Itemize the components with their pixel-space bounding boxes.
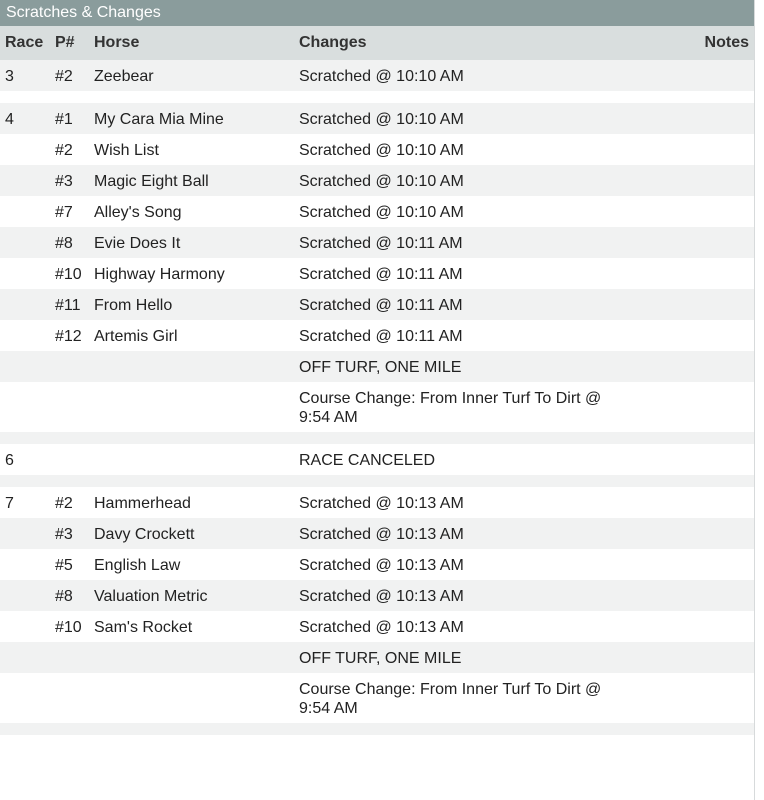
table-row [0,642,754,673]
horse-cell: Davy Crockett [89,518,294,549]
table-row [0,320,754,351]
horse-cell [89,444,294,475]
horse-cell: Highway Harmony [89,258,294,289]
change-cell: Scratched @ 10:10 AM [294,165,689,196]
horse-cell: From Hello [89,289,294,320]
race-cell [0,518,50,549]
program-number-cell: #2 [50,60,89,91]
change-cell: Scratched @ 10:11 AM [294,320,689,351]
program-number-cell [50,673,89,723]
race-cell: 3 [0,60,50,91]
race-cell [0,165,50,196]
race-cell [0,91,50,103]
race-cell: 4 [0,103,50,134]
race-cell [0,611,50,642]
program-number-cell: #3 [50,518,89,549]
program-number-cell: #10 [50,611,89,642]
notes-cell [689,723,754,735]
program-number-cell [50,444,89,475]
change-cell: Scratched @ 10:10 AM [294,103,689,134]
table-row [0,432,754,444]
table-row [0,60,754,91]
race-cell [0,432,50,444]
notes-cell [689,673,754,723]
right-border [754,0,764,800]
notes-cell [689,487,754,518]
panel-title: Scratches & Changes [0,0,754,26]
program-number-cell [50,475,89,487]
change-cell [294,475,689,487]
table-row [0,289,754,320]
program-number-cell [50,432,89,444]
notes-cell [689,351,754,382]
change-cell: Scratched @ 10:13 AM [294,611,689,642]
program-number-cell: #1 [50,103,89,134]
notes-cell [689,103,754,134]
notes-cell [689,475,754,487]
change-cell: Scratched @ 10:10 AM [294,60,689,91]
table-row [0,580,754,611]
horse-cell: English Law [89,549,294,580]
table-row [0,165,754,196]
horse-cell: Hammerhead [89,487,294,518]
race-cell [0,723,50,735]
horse-cell [89,475,294,487]
program-number-cell: #7 [50,196,89,227]
notes-cell [689,60,754,91]
change-cell: OFF TURF, ONE MILE [294,642,689,673]
change-cell: Scratched @ 10:11 AM [294,227,689,258]
race-cell [0,642,50,673]
table-row [0,475,754,487]
table-row [0,227,754,258]
notes-cell [689,196,754,227]
change-cell: Scratched @ 10:11 AM [294,258,689,289]
horse-cell: Zeebear [89,60,294,91]
race-cell [0,320,50,351]
race-cell [0,134,50,165]
notes-cell [689,444,754,475]
race-cell [0,549,50,580]
horse-cell [89,642,294,673]
table-row [0,723,754,735]
race-cell [0,289,50,320]
table-row [0,351,754,382]
horse-cell [89,91,294,103]
header-horse: Horse [89,26,294,60]
program-number-cell: #10 [50,258,89,289]
race-cell [0,258,50,289]
notes-cell [689,258,754,289]
header-notes: Notes [689,26,754,60]
notes-cell [689,549,754,580]
race-cell [0,673,50,723]
horse-cell: Valuation Metric [89,580,294,611]
horse-cell: Sam's Rocket [89,611,294,642]
change-cell: OFF TURF, ONE MILE [294,351,689,382]
change-cell: Scratched @ 10:13 AM [294,487,689,518]
program-number-cell: #12 [50,320,89,351]
change-cell [294,723,689,735]
horse-cell [89,432,294,444]
table-row [0,518,754,549]
notes-cell [689,289,754,320]
change-cell [294,432,689,444]
notes-cell [689,580,754,611]
notes-cell [689,134,754,165]
program-number-cell [50,642,89,673]
change-cell: Scratched @ 10:10 AM [294,196,689,227]
race-cell [0,475,50,487]
header-race: Race [0,26,50,60]
change-cell: Scratched @ 10:10 AM [294,134,689,165]
change-cell: Scratched @ 10:11 AM [294,289,689,320]
horse-cell: Magic Eight Ball [89,165,294,196]
change-cell: Scratched @ 10:13 AM [294,580,689,611]
table-header-row [0,26,754,60]
program-number-cell [50,723,89,735]
race-cell [0,351,50,382]
header-changes: Changes [294,26,689,60]
table-row [0,91,754,103]
notes-cell [689,432,754,444]
program-number-cell [50,91,89,103]
race-cell [0,196,50,227]
notes-cell [689,518,754,549]
program-number-cell [50,382,89,432]
notes-cell [689,320,754,351]
change-cell: Scratched @ 10:13 AM [294,518,689,549]
horse-cell: My Cara Mia Mine [89,103,294,134]
table-row [0,444,754,475]
notes-cell [689,227,754,258]
table-row [0,487,754,518]
table-row [0,673,754,723]
program-number-cell: #2 [50,134,89,165]
horse-cell [89,723,294,735]
race-cell: 7 [0,487,50,518]
table-row [0,382,754,432]
notes-cell [689,642,754,673]
table-row [0,258,754,289]
notes-cell [689,91,754,103]
program-number-cell: #3 [50,165,89,196]
table-row [0,611,754,642]
program-number-cell: #8 [50,580,89,611]
table-row [0,196,754,227]
table-row [0,103,754,134]
program-number-cell: #5 [50,549,89,580]
change-cell: Course Change: From Inner Turf To Dirt @ 9:54 AM [294,382,689,432]
change-cell: Course Change: From Inner Turf To Dirt @ 9:54 AM [294,673,689,723]
horse-cell [89,673,294,723]
notes-cell [689,611,754,642]
horse-cell: Alley's Song [89,196,294,227]
table-row [0,549,754,580]
change-cell: RACE CANCELED [294,444,689,475]
horse-cell: Evie Does It [89,227,294,258]
notes-cell [689,165,754,196]
horse-cell [89,351,294,382]
horse-cell [89,382,294,432]
change-cell [294,91,689,103]
horse-cell: Artemis Girl [89,320,294,351]
horse-cell: Wish List [89,134,294,165]
change-cell: Scratched @ 10:13 AM [294,549,689,580]
program-number-cell [50,351,89,382]
program-number-cell: #2 [50,487,89,518]
race-cell: 6 [0,444,50,475]
table-row [0,134,754,165]
program-number-cell: #8 [50,227,89,258]
race-cell [0,382,50,432]
notes-cell [689,382,754,432]
race-cell [0,227,50,258]
program-number-cell: #11 [50,289,89,320]
scratches-table [0,26,754,735]
header-pnum: P# [50,26,89,60]
race-cell [0,580,50,611]
